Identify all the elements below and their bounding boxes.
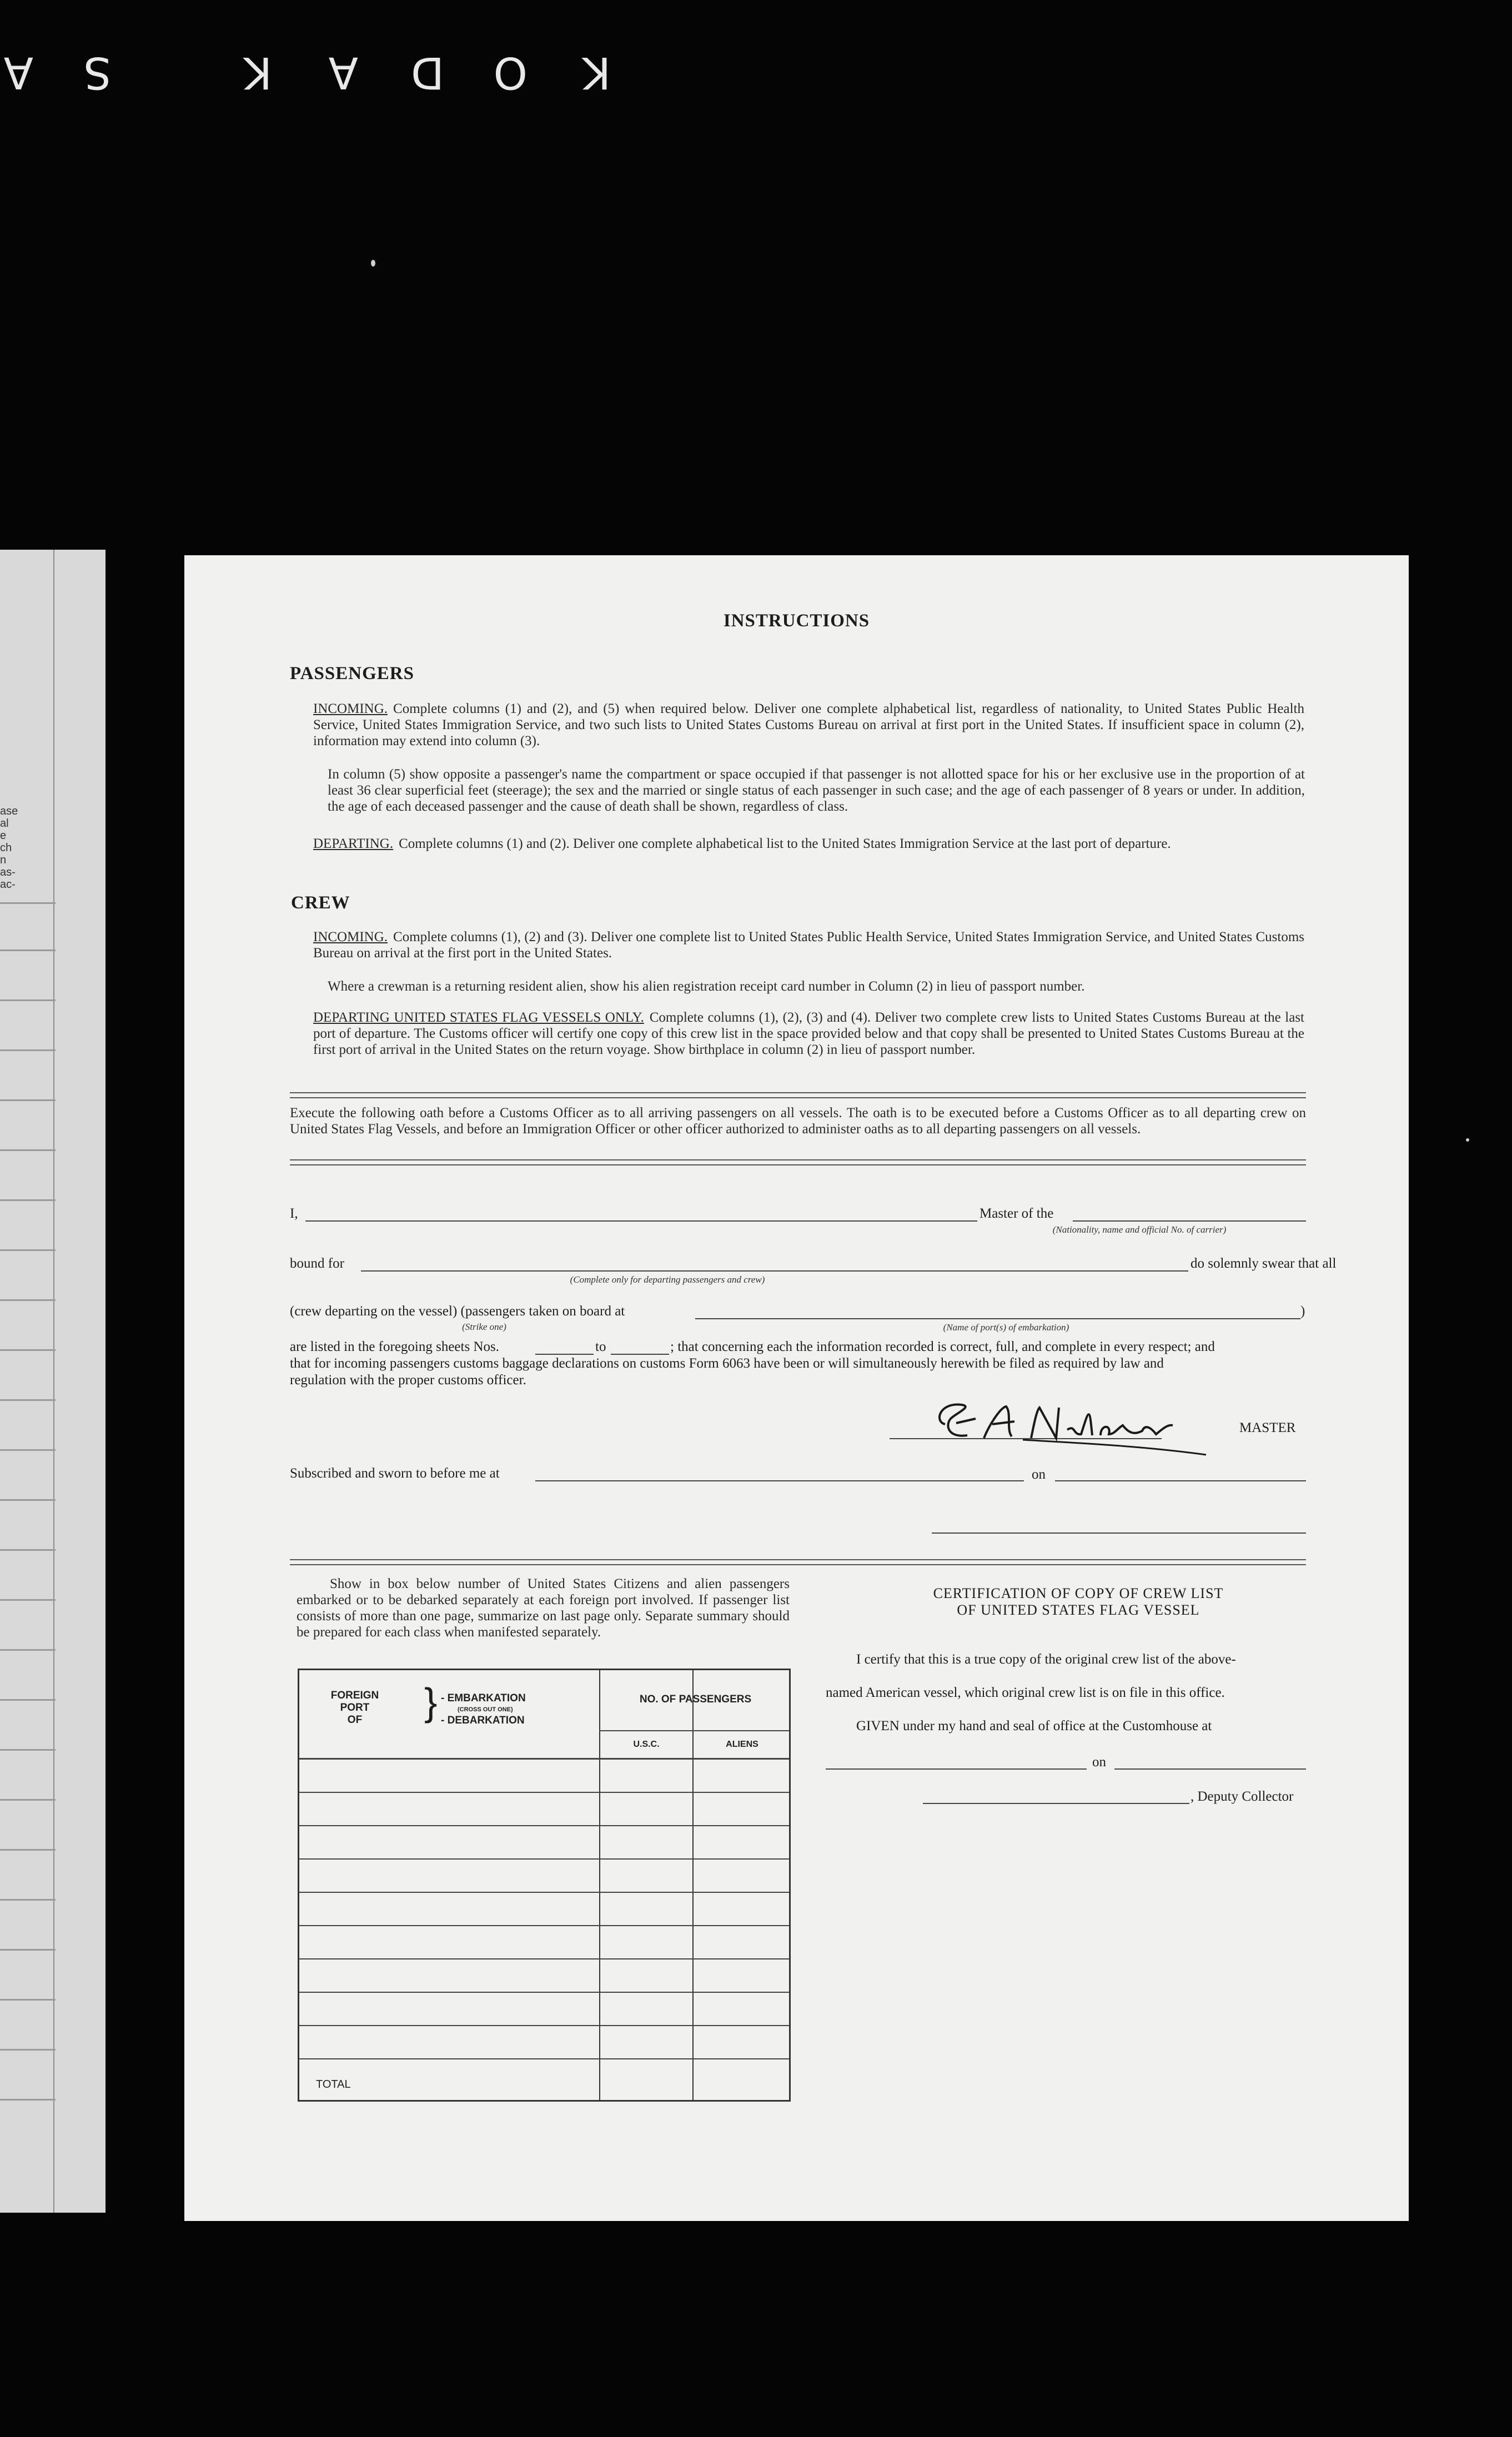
col-usc: U.S.C. [633, 1740, 660, 1749]
adjacent-page-strip [0, 550, 106, 2213]
table-row-rule [299, 1925, 789, 1926]
bound-for-label: bound for [290, 1256, 344, 1271]
col-no-passengers: NO. OF PASSENGERS [639, 1694, 752, 1705]
film-letter: D [410, 47, 444, 97]
film-letter: O [493, 47, 528, 97]
master-name-field[interactable] [305, 1220, 977, 1222]
nationality-caption: (Nationality, name and official No. of carrier) [1052, 1224, 1227, 1235]
table-row-rule [299, 1825, 789, 1826]
passengers-incoming-lead: INCOMING. [313, 701, 388, 716]
oath-i-label: I, [290, 1206, 298, 1221]
table-row-rule [299, 1858, 789, 1860]
strip-rule [0, 1399, 56, 1401]
crew-incoming-lead: INCOMING. [313, 929, 388, 944]
table-row-rule [299, 2058, 789, 2059]
cert-title-line1: CERTIFICATION OF COPY OF CREW LIST [933, 1585, 1224, 1601]
strip-rule [0, 1099, 56, 1101]
port-caption: (Name of port(s) of embarkation) [943, 1322, 1069, 1333]
passengers-incoming-text: Complete columns (1) and (2), and (5) when required below. Deliver one complete alphabetical list, regardless of nationality, to United States Public Health Service, United States Immigration Service, and two such lists to United States Customs Bureau on arrival at first port in the United States. If insufficient space in column (2), information may extend into column (3). [313, 701, 1304, 748]
total-label: TOTAL [316, 2078, 351, 2091]
table-row-rule [299, 1958, 789, 1959]
strip-rule [0, 1599, 56, 1601]
table-row-rule [299, 1792, 789, 1793]
film-letter: S [83, 47, 111, 97]
strip-rule [0, 1699, 56, 1701]
col-embarkation: - EMBARKATION [441, 1692, 526, 1704]
film-speck [371, 260, 375, 267]
carrier-field[interactable] [1073, 1220, 1306, 1222]
strip-rule [0, 949, 56, 951]
passengers-incoming-paragraph [313, 701, 1304, 749]
passengers-column5-paragraph: In column (5) show opposite a passenger's name the compartment or space occupied if that passenger is not allotted space for his or her exclusive use in the proportion of at least 36 clear superficial feet (steerage); the sex and the married or single status of each passenger in such case; and the age of each passenger of 8 years or under. In addition, the age of each deceased passenger and the cause of death shall be shown, regardless of class. [328, 767, 1305, 814]
brace-glyph: } [424, 1680, 438, 1724]
master-label: MASTER [1239, 1420, 1296, 1435]
strip-rule [0, 1999, 56, 2001]
film-letter: A [328, 47, 358, 97]
crew-departing-paragraph [313, 1009, 1304, 1058]
crew-passengers-label: (crew departing on the vessel) (passengers taken on board at [290, 1304, 625, 1319]
officer-signature-field[interactable] [932, 1532, 1306, 1534]
strip-rule [0, 2049, 56, 2051]
passengers-heading: PASSENGERS [290, 664, 414, 684]
section-divider [290, 1559, 1306, 1565]
section-divider [290, 1092, 1306, 1098]
table-row-rule [299, 1892, 789, 1893]
cert-line3: GIVEN under my hand and seal of office at the Customhouse at [856, 1719, 1212, 1733]
col-foreign-port: FOREIGN PORT OF [330, 1690, 379, 1726]
strip-rule [0, 1849, 56, 1851]
cert-on-label: on [1092, 1755, 1106, 1770]
film-letter: K [582, 47, 611, 97]
strip-edge [53, 550, 54, 2213]
table-row-rule [299, 2025, 789, 2026]
listed-line2: that for incoming passengers customs baggage declarations on customs Form 6063 have been or will simultaneously herewith be filed as required by law and [290, 1356, 1164, 1371]
strip-rule [0, 1049, 56, 1051]
strip-rule [0, 1449, 56, 1451]
cert-date-field[interactable] [1114, 1768, 1306, 1770]
table-subheader-rule [599, 1730, 789, 1731]
strip-rule [0, 2099, 56, 2101]
listed-line3: regulation with the proper customs officer. [290, 1373, 526, 1388]
crew-heading: CREW [291, 893, 350, 913]
col-debarkation: - DEBARKATION [441, 1715, 525, 1726]
subscribed-label: Subscribed and sworn to before me at [290, 1466, 500, 1481]
listed-prefix: are listed in the foregoing sheets Nos. [290, 1339, 499, 1354]
col-aliens: ALIENS [726, 1740, 758, 1749]
strip-rule [0, 1749, 56, 1751]
close-paren: ) [1300, 1304, 1305, 1319]
strip-rule [0, 1299, 56, 1301]
instructions-page [184, 555, 1409, 2221]
crew-resident-paragraph: Where a crewman is a returning resident alien, show his alien registration receipt card number in Column (2) in lieu of passport number. [328, 979, 1085, 994]
cert-title-line2: OF UNITED STATES FLAG VESSEL [957, 1602, 1200, 1618]
crew-incoming-paragraph [313, 929, 1304, 961]
embarkation-port-field[interactable] [695, 1318, 1300, 1319]
subscribed-date-field[interactable] [1055, 1480, 1306, 1481]
film-edge-marking [0, 42, 622, 97]
strip-rule [0, 1349, 56, 1351]
strip-rule [0, 1649, 56, 1651]
sheet-to-field[interactable] [611, 1354, 669, 1355]
complete-only-caption: (Complete only for departing passengers and crew) [570, 1274, 765, 1285]
passenger-summary-table [298, 1669, 791, 2102]
table-row-rule [299, 1992, 789, 1993]
crew-incoming-text: Complete columns (1), (2) and (3). Deliver one complete list to United States Public Health Service, United States Immigration Service, and United States Customs Bureau on arrival at the first port in the United States. [313, 929, 1304, 961]
col-cross-out: (CROSS OUT ONE) [458, 1706, 513, 1713]
table-col-divider [599, 1670, 600, 2100]
strip-rule [0, 902, 56, 904]
customhouse-field[interactable] [826, 1768, 1087, 1770]
passengers-departing-lead: DEPARTING. [313, 836, 394, 851]
deputy-collector-label: , Deputy Collector [1190, 1789, 1294, 1804]
strike-one-caption: (Strike one) [462, 1321, 506, 1332]
do-swear-label: do solemnly swear that all [1190, 1256, 1337, 1271]
bound-for-field[interactable] [361, 1270, 1188, 1272]
film-speck [1466, 1138, 1469, 1142]
film-letter: A [3, 47, 33, 97]
strip-rule [0, 1199, 56, 1201]
cert-line1: I certify that this is a true copy of the original crew list of the above- [856, 1652, 1236, 1667]
master-of-label: Master of the [979, 1206, 1054, 1221]
strip-rule [0, 1799, 56, 1801]
strip-rule [0, 1549, 56, 1551]
deputy-collector-field[interactable] [923, 1803, 1189, 1804]
master-signature [923, 1391, 1212, 1458]
page-title: INSTRUCTIONS [723, 611, 870, 631]
summary-intro: Show in box below number of United States Citizens and alien passengers embarked or to be debarked separately at each foreign port involved. If passenger list consists of more than one page, summarize on last page only. Separate summary should be prepared for each class when manifested separately. [297, 1576, 790, 1640]
film-letter: K [243, 47, 272, 97]
table-header-rule [299, 1758, 789, 1760]
strip-rule [0, 1249, 56, 1251]
strip-rule [0, 1899, 56, 1901]
strip-side-text: ase al e ch n as- ac- [0, 805, 18, 891]
cert-line2: named American vessel, which original crew list is on file in this office. [826, 1685, 1225, 1700]
table-col-divider [692, 1670, 694, 2100]
strip-rule [0, 1499, 56, 1501]
listed-rest: ; that concerning each the information recorded is correct, full, and complete in every respect; and [670, 1339, 1215, 1354]
subscribed-place-field[interactable] [535, 1480, 1024, 1481]
sheet-from-field[interactable] [535, 1354, 594, 1355]
crew-departing-lead: DEPARTING UNITED STATES FLAG VESSELS ONLY. [313, 1010, 644, 1025]
strip-rule [0, 1149, 56, 1151]
strip-rule [0, 1949, 56, 1951]
section-divider [290, 1159, 1306, 1165]
oath-instruction-paragraph: Execute the following oath before a Customs Officer as to all arriving passengers on all vessels. The oath is to be executed before a Customs Officer as to all departing crew on United States Flag Vessels, and before an Immigration Officer or other officer authorized to administer oaths as to all departing passengers on all vessels. [290, 1106, 1306, 1137]
passengers-departing-text: Complete columns (1) and (2). Deliver one complete alphabetical list to the United States Immigration Service at the last port of departure. [399, 836, 1171, 851]
subscribed-on-label: on [1032, 1467, 1046, 1482]
to-label: to [595, 1339, 606, 1354]
passengers-departing-paragraph [313, 836, 1304, 852]
strip-rule [0, 999, 56, 1001]
crew-departing-text: Complete columns (1), (2), (3) and (4). Deliver two complete crew lists to United States Customs Bureau at the last port of departure. The Customs officer will certify one copy of this crew list in the space provided below and that copy shall be presented to United States Customs Bureau at the first port of arrival in the United States on the return voyage. Show birthplace in column (2) in lieu of passport number. [313, 1010, 1304, 1057]
